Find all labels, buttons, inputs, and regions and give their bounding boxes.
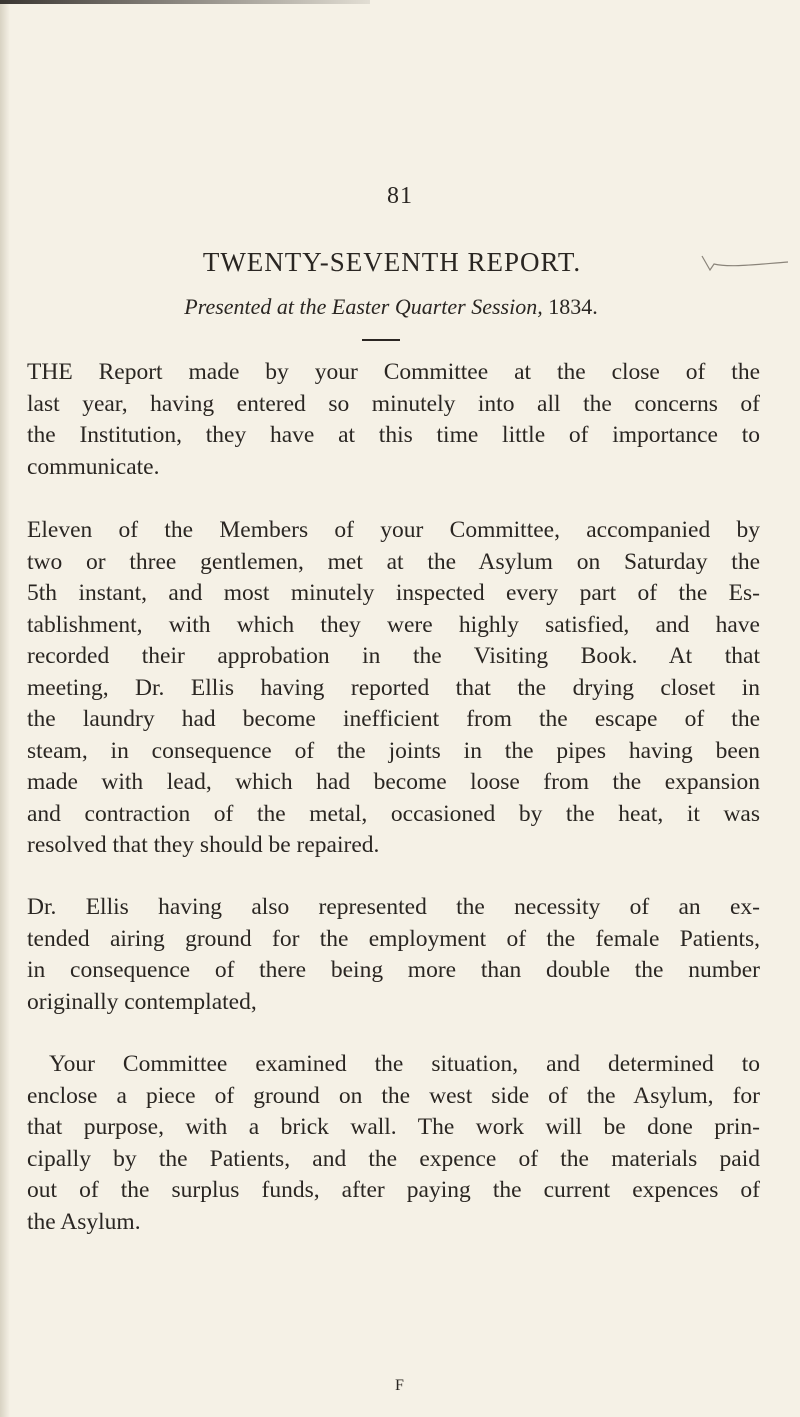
paragraph-line: the Asylum.: [27, 1208, 141, 1235]
paragraph-line: out of the surplus funds, after paying the current expences of: [27, 1177, 760, 1203]
paragraph-line: tablishment, with which they were highly satisfied, and have: [27, 611, 760, 638]
stray-pen-mark-icon: [700, 254, 790, 284]
paragraph-line: in consequence of there being more than double the number: [27, 957, 760, 983]
paragraph-2: [27, 515, 760, 862]
paragraph-line: and contraction of the metal, occasioned by the heat, it was: [27, 800, 760, 827]
paragraph-line: communicate.: [27, 453, 160, 480]
paragraph-line: two or three gentlemen, met at the Asylum on Saturday the: [27, 548, 760, 575]
paragraph-line: the Institution, they have at this time little of importance to: [27, 422, 760, 448]
paragraph-3: [27, 892, 760, 1018]
signature-mark: F: [395, 1377, 404, 1394]
top-edge-mark: [0, 0, 370, 4]
paragraph-line: recorded their approbation in the Visiting Book. At that: [27, 643, 760, 669]
paragraph-line: Dr. Ellis having also represented the necessity of an ex-: [27, 894, 760, 920]
section-divider: [362, 339, 400, 341]
paragraph-1: [27, 357, 760, 483]
paragraph-line: resolved that they should be repaired.: [27, 832, 380, 858]
paragraph-line: originally contemplated,: [27, 988, 257, 1015]
paragraph-line: that purpose, with a brick wall. The work will be done prin-: [27, 1114, 760, 1140]
paragraph-line: Your Committee examined the situation, and determined to: [49, 1051, 760, 1077]
paragraph-line: THE Report made by your Committee at the close of the: [27, 359, 760, 385]
report-subtitle: [0, 294, 782, 320]
paragraph-line: last year, having entered so minutely into all the concerns of: [27, 390, 760, 417]
paragraph-line: tended airing ground for the employment of the female Patients,: [27, 925, 760, 952]
paragraph-line: meeting, Dr. Ellis having reported that the drying closet in: [27, 674, 760, 701]
paragraph-line: the laundry had become inefficient from the escape of the: [27, 706, 760, 732]
paragraph-line: made with lead, which had become loose from the expansion: [27, 769, 760, 795]
subtitle-year: 1834.: [542, 294, 598, 319]
paragraph-line: Eleven of the Members of your Committee, accompanied by: [27, 517, 760, 543]
report-title: TWENTY-SEVENTH REPORT.: [202, 247, 582, 277]
paragraph-line: enclose a piece of ground on the west side of the Asylum, for: [27, 1082, 760, 1109]
subtitle-session: Presented at the Easter Quarter Session,: [184, 294, 543, 319]
page-edge-shadow: [0, 0, 10, 1417]
paragraph-line: cipally by the Patients, and the expence of the materials paid: [27, 1145, 760, 1172]
paragraph-line: 5th instant, and most minutely inspected every part of the Es-: [27, 580, 760, 606]
page-number: 81: [387, 183, 413, 209]
paragraph-line: steam, in consequence of the joints in the pipes having been: [27, 737, 760, 764]
paragraph-4: [27, 1049, 760, 1238]
